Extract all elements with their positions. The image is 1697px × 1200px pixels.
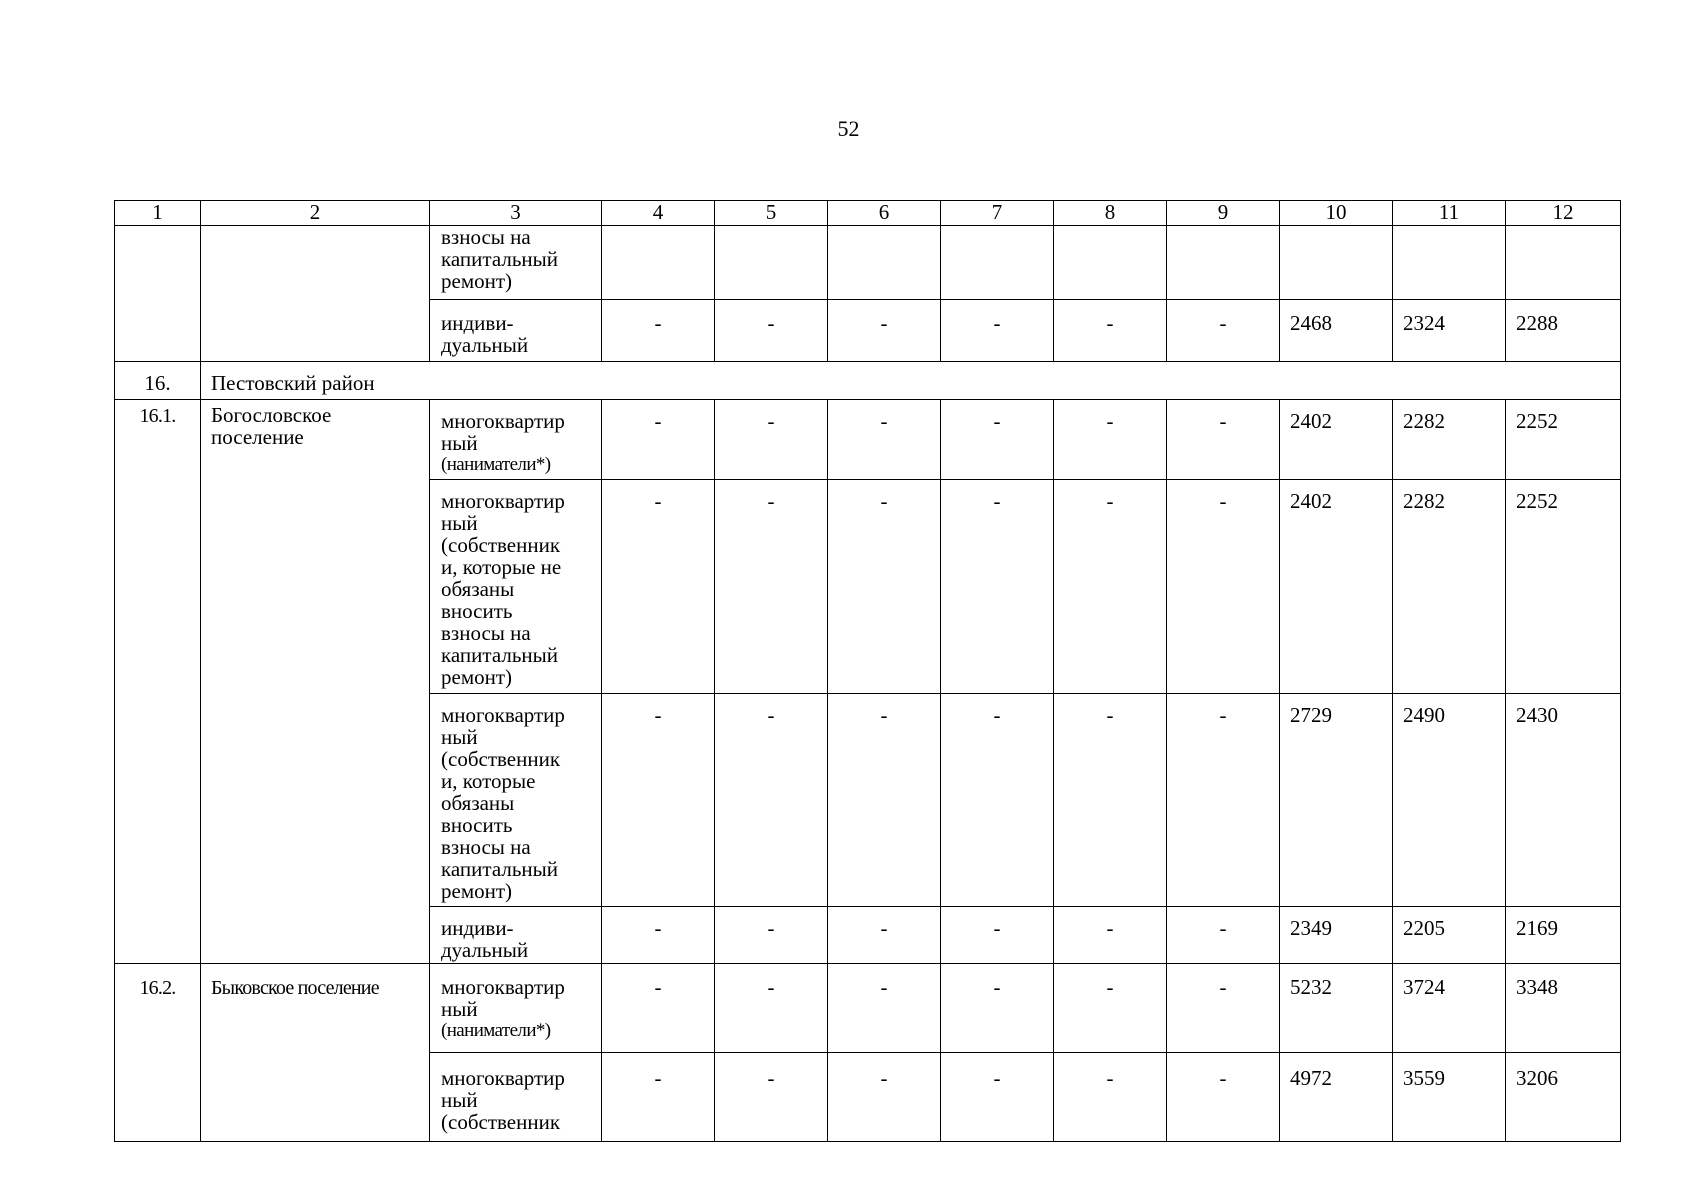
dash-cell: - (941, 694, 1054, 907)
type-line: многоквартир (441, 409, 565, 433)
header-cell: 12 (1506, 201, 1621, 226)
value-cell: 2402 (1280, 400, 1393, 480)
dash-cell: - (1167, 480, 1280, 694)
type-line: ный (441, 725, 478, 749)
header-cell: 10 (1280, 201, 1393, 226)
housing-type-cell (430, 907, 602, 964)
header-cell: 4 (602, 201, 715, 226)
type-line: вносить (441, 599, 513, 623)
dash-cell: - (1054, 694, 1167, 907)
value-cell: 2288 (1506, 300, 1621, 362)
empty-cell (1393, 226, 1506, 300)
header-cell: 9 (1167, 201, 1280, 226)
table-row (115, 964, 1621, 1053)
type-line: вносить (441, 813, 513, 837)
dash-cell: - (1167, 964, 1280, 1053)
value-cell: 3559 (1393, 1053, 1506, 1142)
type-line: многоквартир (441, 703, 565, 727)
dash-cell: - (941, 480, 1054, 694)
type-line: (наниматели*) (441, 454, 551, 475)
value-cell: 2729 (1280, 694, 1393, 907)
table-row (115, 226, 1621, 300)
type-line: ремонт) (441, 269, 513, 293)
value-cell: 2430 (1506, 694, 1621, 907)
header-cell: 7 (941, 201, 1054, 226)
housing-type-cell (430, 964, 602, 1053)
value-cell: 5232 (1280, 964, 1393, 1053)
type-line: ремонт) (441, 879, 513, 903)
tariff-table (114, 200, 1621, 1142)
header-cell: 5 (715, 201, 828, 226)
dash-cell: - (941, 907, 1054, 964)
housing-type-cell (430, 400, 602, 480)
header-cell: 11 (1393, 201, 1506, 226)
housing-type-cell (430, 1053, 602, 1142)
dash-cell: - (715, 400, 828, 480)
dash-cell: - (715, 1053, 828, 1142)
type-line: ный (441, 997, 478, 1021)
dash-cell: - (602, 694, 715, 907)
value-cell: 2252 (1506, 480, 1621, 694)
settlement-cell (201, 400, 430, 964)
row-number: 16.1. (139, 405, 176, 427)
type-line: ремонт) (441, 665, 513, 689)
dash-cell: - (1167, 400, 1280, 480)
type-line: капитальный (441, 247, 558, 271)
empty-cell (715, 226, 828, 300)
value-cell: 2282 (1393, 400, 1506, 480)
type-line: многоквартир (441, 975, 565, 999)
value-cell: 3206 (1506, 1053, 1621, 1142)
value-cell: 2205 (1393, 907, 1506, 964)
type-line: взносы на (441, 621, 531, 645)
housing-type-cell (430, 480, 602, 694)
header-cell: 8 (1054, 201, 1167, 226)
dash-cell: - (828, 300, 941, 362)
dash-cell: - (1167, 694, 1280, 907)
type-line: индиви- (441, 916, 514, 940)
value-cell: 2349 (1280, 907, 1393, 964)
type-line: индиви- (441, 311, 514, 335)
type-line: обязаны (441, 791, 515, 815)
dash-cell: - (941, 964, 1054, 1053)
housing-type-cell (430, 226, 602, 300)
row-number-cell (115, 400, 201, 964)
type-line: многоквартир (441, 1066, 565, 1090)
type-line: капитальный (441, 643, 558, 667)
dash-cell: - (828, 1053, 941, 1142)
dash-cell: - (828, 964, 941, 1053)
header-row (115, 201, 1621, 226)
dash-cell: - (602, 480, 715, 694)
settlement-name-line: поселение (211, 425, 304, 449)
type-line: взносы на (441, 835, 531, 859)
dash-cell: - (828, 400, 941, 480)
dash-cell: - (1054, 300, 1167, 362)
empty-cell (1506, 226, 1621, 300)
value-cell: 3724 (1393, 964, 1506, 1053)
type-line: ный (441, 431, 478, 455)
value-cell: 2324 (1393, 300, 1506, 362)
section-title: Пестовский район (201, 362, 1621, 400)
value-cell: 2468 (1280, 300, 1393, 362)
dash-cell: - (1167, 300, 1280, 362)
type-line: ный (441, 1088, 478, 1112)
dash-cell: - (602, 907, 715, 964)
dash-cell: - (1054, 480, 1167, 694)
empty-cell (828, 226, 941, 300)
dash-cell: - (1054, 964, 1167, 1053)
dash-cell: - (715, 694, 828, 907)
value-cell: 2402 (1280, 480, 1393, 694)
row-number-cell (115, 964, 201, 1142)
dash-cell: - (715, 480, 828, 694)
empty-cell (1167, 226, 1280, 300)
type-line: (собственник (441, 533, 561, 557)
settlement-cell (201, 964, 430, 1142)
dash-cell: - (715, 964, 828, 1053)
type-line: дуальный (441, 333, 529, 357)
dash-cell: - (1054, 1053, 1167, 1142)
dash-cell: - (941, 1053, 1054, 1142)
settlement-name: Быковское поселение (211, 977, 379, 999)
empty-cell (1054, 226, 1167, 300)
housing-type-cell (430, 694, 602, 907)
type-line: и, которые не (441, 555, 562, 579)
type-line: (собственник (441, 1110, 561, 1134)
dash-cell: - (941, 400, 1054, 480)
type-line: капитальный (441, 857, 558, 881)
settlement-name-line: Богословское (211, 403, 332, 427)
dash-cell: - (941, 300, 1054, 362)
dash-cell: - (1054, 907, 1167, 964)
empty-cell (602, 226, 715, 300)
value-cell: 3348 (1506, 964, 1621, 1053)
row-number: 16.2. (139, 977, 176, 999)
row-number-cell (115, 226, 201, 362)
value-cell: 2252 (1506, 400, 1621, 480)
value-cell: 2169 (1506, 907, 1621, 964)
dash-cell: - (1167, 907, 1280, 964)
type-line: взносы на (441, 225, 531, 249)
value-cell: 2282 (1393, 480, 1506, 694)
table-row (115, 400, 1621, 480)
section-number: 16. (115, 362, 201, 400)
dash-cell: - (1054, 400, 1167, 480)
type-line: (собственник (441, 747, 561, 771)
value-cell: 4972 (1280, 1053, 1393, 1142)
dash-cell: - (602, 300, 715, 362)
dash-cell: - (1167, 1053, 1280, 1142)
dash-cell: - (828, 694, 941, 907)
page-number: 52 (837, 116, 860, 141)
housing-type-cell (430, 300, 602, 362)
type-line: обязаны (441, 577, 515, 601)
section-row (115, 362, 1621, 400)
dash-cell: - (715, 907, 828, 964)
dash-cell: - (828, 907, 941, 964)
header-cell: 2 (201, 201, 430, 226)
settlement-cell (201, 226, 430, 362)
dash-cell: - (715, 300, 828, 362)
type-line: и, которые (441, 769, 536, 793)
dash-cell: - (828, 480, 941, 694)
empty-cell (1280, 226, 1393, 300)
type-line: (наниматели*) (441, 1020, 551, 1041)
type-line: дуальный (441, 938, 529, 962)
empty-cell (941, 226, 1054, 300)
dash-cell: - (602, 400, 715, 480)
dash-cell: - (602, 1053, 715, 1142)
value-cell: 2490 (1393, 694, 1506, 907)
header-cell: 6 (828, 201, 941, 226)
header-cell: 1 (115, 201, 201, 226)
type-line: многоквартир (441, 489, 565, 513)
header-cell: 3 (430, 201, 602, 226)
type-line: ный (441, 511, 478, 535)
dash-cell: - (602, 964, 715, 1053)
